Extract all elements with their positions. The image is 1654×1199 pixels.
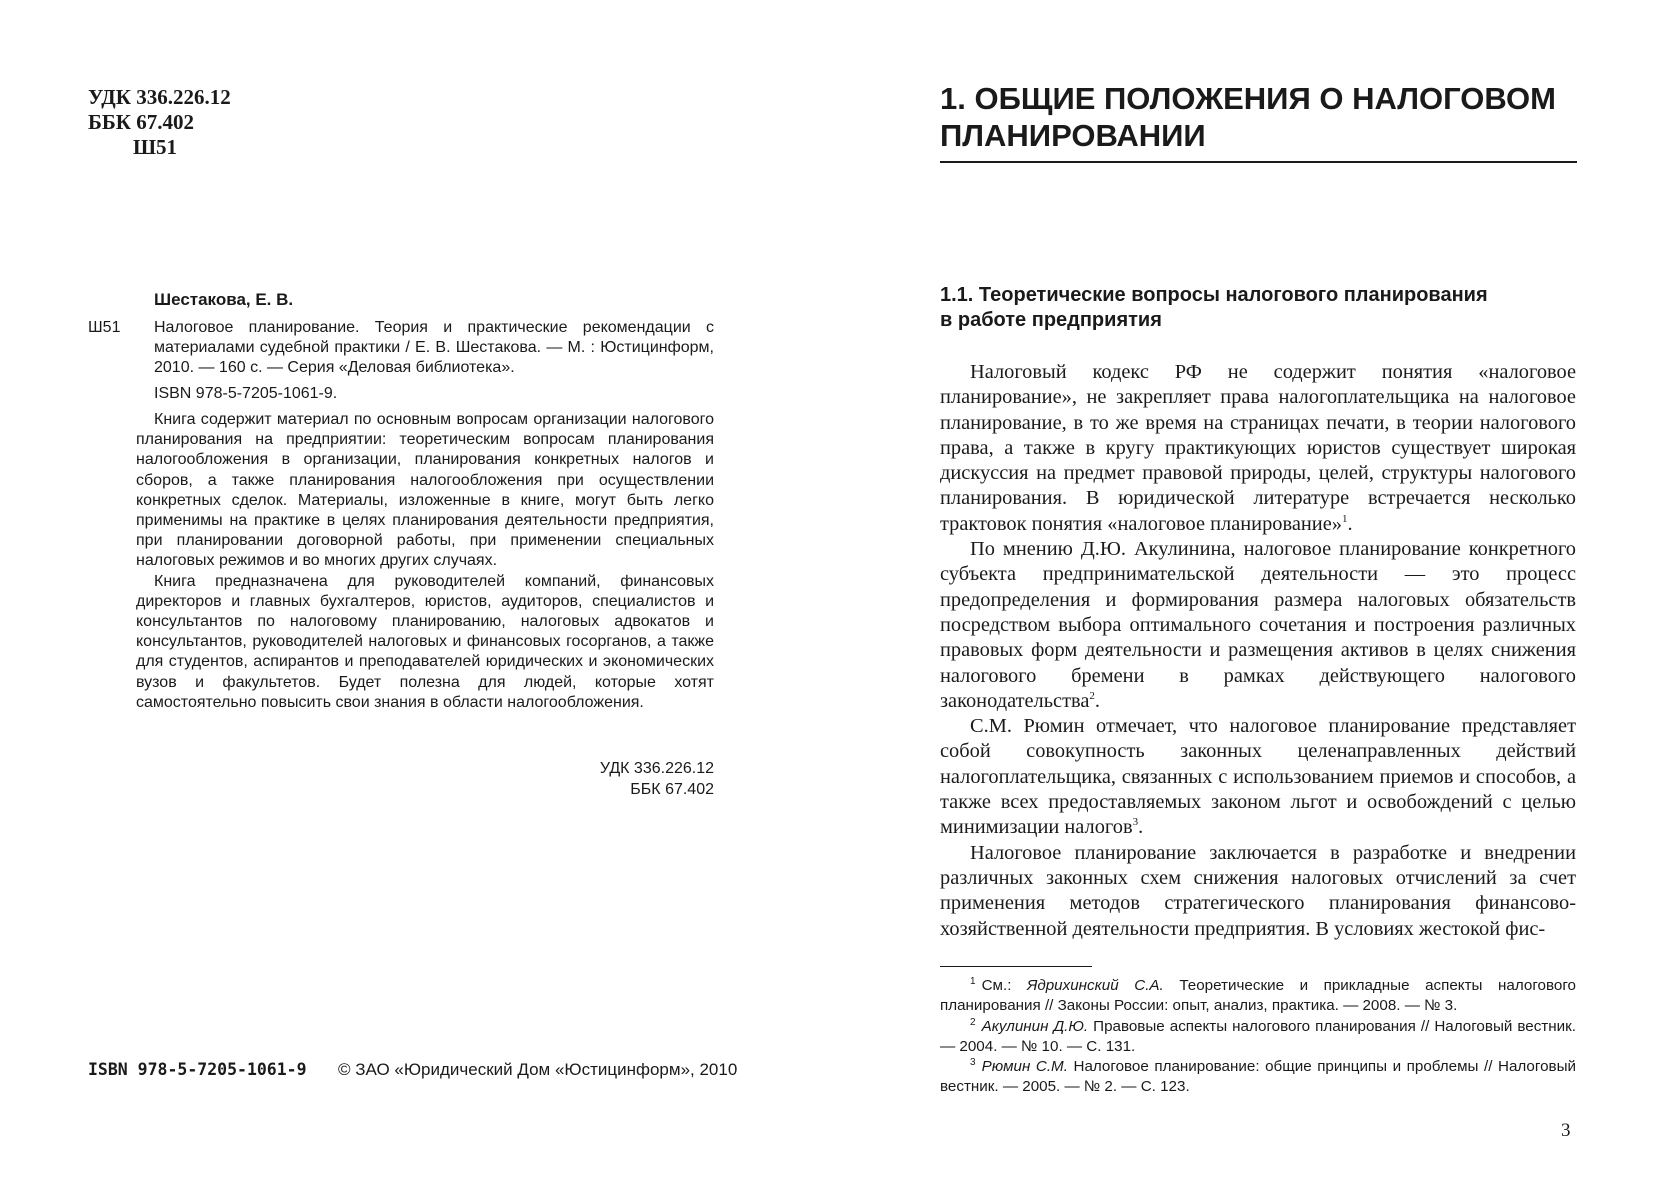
footnote-3: [940, 1057, 1576, 1098]
catalog-classification: [600, 758, 714, 800]
bibliographic-record: Налоговое планирование. Теория и практические рекомендации с материалами судебной практики / Е. В. Шестакова. — М. : Юстицинформ, 2010. — 160 с. — Серия «Деловая библиотека».: [154, 319, 714, 377]
footnote-2-text: Правовые аспекты налогового планирования // Налоговый вестник. — 2004. — № 10. — С. 131.: [940, 1017, 1576, 1055]
body-text: [940, 360, 1576, 942]
catalog-udk: УДК 336.226.12: [599, 760, 714, 777]
paragraph-2-text: По мнению Д.Ю. Акулинина, налоговое планирование конкретного субъекта предпринимательской деятельности — это процесс предопределения и формирования размера налоговых обязательств посредством выбора оптимального сочетания и построения различных правовых форм деятельности и размещения активов в целях снижения налогового бремени в рамках действующего налогового законодательства: [940, 538, 1576, 712]
chapter-title-line-1: 1. ОБЩИЕ ПОЛОЖЕНИЯ О НАЛОГОВОМ: [940, 81, 1556, 116]
annotation-paragraph-2: Книга предназначена для руководителей компаний, финансовых директоров и главных бухгалтеров, юристов, аудиторов, специалистов и консультантов по налоговому планированию, налоговых адвокатов и консультантов, руководителей налоговых и финансовых госорганов, а также для студентов, аспирантов и преподавателей юридических и экономических вузов и факультетов. Будет полезна для людей, которые хотят самостоятельно повысить свои знания в области налогообложения.: [136, 572, 714, 711]
paragraph-1-end: .: [1347, 512, 1353, 535]
footnote-3-author: Рюмин С.М.: [981, 1058, 1068, 1076]
footnote-1-prefix: См.:: [981, 977, 1027, 994]
footnote-1-number: 1: [970, 975, 976, 987]
section-title: [940, 283, 1580, 333]
annotation-paragraph-1: Книга содержит материал по основным вопросам организации налогового планирования на предприятии: теоретическим вопросам планирования налогообложения в организации, планирования конкретных налогов и сборов, а также планирования налогообложения при осуществлении конкретных сделок. Материалы, изложенные в книге, могут быть легко применимы на практике в целях планирования деятельности предприятия, при планировании договорной работы, при применении специальных налоговых режимов и во многих других случаях.: [136, 411, 714, 570]
footnote-ref-2[interactable]: 2: [1089, 690, 1095, 703]
author-cipher: Ш51: [133, 135, 178, 159]
udk-code: УДК 336.226.12: [88, 85, 231, 109]
footnote-3-text: Налоговое планирование: общие принципы и проблемы // Налоговый вестник. — 2005. — № 2. — С. 123.: [940, 1058, 1576, 1096]
catalog-author: Шестакова, Е. В.: [154, 290, 294, 309]
paragraph-2: [940, 537, 1576, 714]
footnote-2-author: Акулинин Д.Ю.: [981, 1017, 1089, 1035]
footnote-1-text: Теоретические и прикладные аспекты налогового планирования // Законы России: опыт, анализ, практика. — 2008. — № 3.: [940, 977, 1576, 1015]
catalog-cipher: Ш51: [88, 319, 121, 336]
annotation: [136, 410, 714, 713]
footnote-1: [940, 976, 1576, 1017]
footnote-ref-3[interactable]: 3: [1132, 816, 1139, 829]
footnote-1-author: Ядрихинский С.А.: [1026, 977, 1164, 994]
paragraph-1: [940, 360, 1576, 537]
bbk-code: ББК 67.402: [88, 110, 194, 134]
chapter-title: [940, 80, 1580, 154]
footer-copyright: © ЗАО «Юридический Дом «Юстицинформ», 2010: [338, 1060, 738, 1079]
footnote-2-number: 2: [970, 1016, 976, 1028]
chapter-title-line-2: ПЛАНИРОВАНИИ: [940, 118, 1206, 153]
paragraph-3-text: С.М. Рюмин отмечает, что налоговое планирование представляет собой совокупность законных целенаправленных действий налогоплательщика, связанных с использованием приемов и способов, а также всех предоставляемых законом льгот и освобождений с целью минимизации налогов: [940, 715, 1576, 839]
paragraph-3: [940, 714, 1576, 840]
paragraph-1-text: Налоговый кодекс РФ не содержит понятия «налоговое планирование», не закрепляет права налогоплательщика на налоговое планирование, в то же время на страницах печати, в теории налогового права, а также в кругу практикующих юристов существует широкая дискуссия на предмет правовой природы, целей, структуры налогового планирования. В юридической литературе встречается несколько трактовок понятия «налоговое планирование»: [940, 361, 1576, 535]
catalog-isbn: ISBN 978-5-7205-1061-9.: [154, 385, 338, 402]
catalog-bbk: ББК 67.402: [630, 781, 714, 798]
page-number: 3: [1561, 1120, 1571, 1141]
footnote-divider: [940, 966, 1092, 967]
paragraph-3-end: .: [1138, 816, 1144, 839]
footer-isbn: ISBN 978-5-7205-1061-9: [88, 1060, 307, 1079]
footnote-2: [940, 1017, 1576, 1058]
classification-codes: [88, 85, 231, 160]
footnote-3-number: 3: [970, 1057, 976, 1069]
title-divider: [940, 161, 1577, 163]
paragraph-4: Налоговое планирование заключается в разработке и внедрении различных законных схем снижения налоговых отчислений за счет применения методов стратегического планирования финансово-хозяйственной деятельности предприятия. В условиях жестокой фис-: [940, 841, 1576, 940]
paragraph-2-end: .: [1094, 689, 1101, 712]
footnote-ref-1[interactable]: 1: [1341, 512, 1348, 525]
footnotes: [940, 976, 1576, 1098]
section-title-line-2: в работе предприятия: [940, 309, 1162, 331]
section-title-line-1: 1.1. Теоретические вопросы налогового планирования: [940, 284, 1488, 306]
